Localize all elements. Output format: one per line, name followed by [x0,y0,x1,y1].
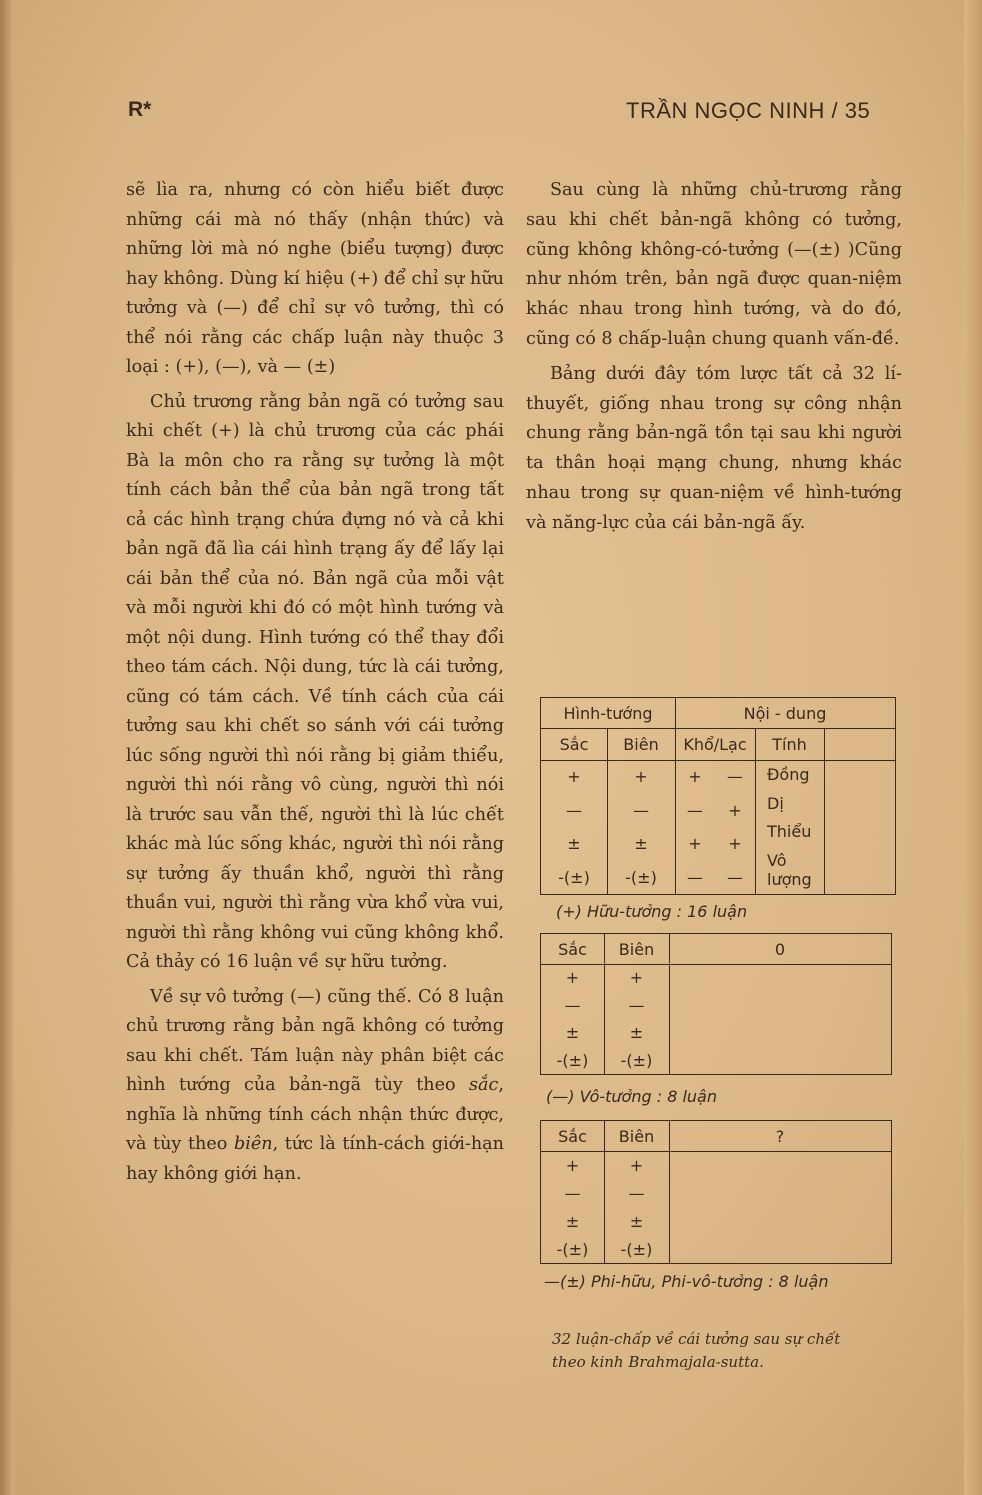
table-cell: -(±) [625,867,657,887]
table-column [675,760,715,894]
table-column [715,760,755,894]
table-label: —(±) Phi-hữu, Phi-vô-tưởng : 8 luận [544,1272,829,1291]
header-cell: Khổ/Lạc [683,734,747,754]
left-column [126,176,504,1189]
table-cell: — [687,867,703,887]
table-cell: -(±) [620,1239,653,1259]
table-cell: + [567,767,581,787]
paragraph: sẽ lìa ra, nhưng có còn hiểu biết được những cái mà nó thấy (nhận thức) và những lời mà nó nghe (biểu tượng) được hay không. Dùng kí hiệu (+) để chỉ sự hữu tưởng và (—) để chỉ sự vô tưởng, thì có thể nói rằng các chấp luận này thuộc 3 loại : (+), (—), và — (±) [126,180,504,377]
header-cell: 0 [774,939,786,959]
table-column [604,1151,669,1263]
table-cell: Dị [767,793,784,813]
header-cell: ? [775,1126,785,1146]
table-cell: — [628,1183,645,1203]
header-cell: Tính [772,734,807,754]
table-label: (+) Hữu-tưởng : 16 luận [556,902,748,921]
header-cell: Sắc [558,1126,587,1146]
table-cell: — [566,800,582,820]
table-cell: + [688,767,702,787]
running-header: TRẦN NGỌC NINH / 35 [626,98,871,123]
table-cell: ± [567,834,581,854]
table-cell: + [565,1155,580,1175]
table-huu-tuong [540,697,896,895]
table-cell: + [688,834,702,854]
table-cell: + [728,800,742,820]
table-cell: — [687,800,703,820]
table-column [541,760,607,894]
table-cell: -(±) [556,1050,589,1070]
text-run: , tức là tính-cách giới-hạn hay không giới hạn. [126,1134,504,1184]
table-vo-tuong [540,933,892,1075]
table-cell: — [727,867,743,887]
table-cell: + [629,1155,644,1175]
header-cell: Biên [623,734,659,754]
table-cell: Vô lượng [767,851,812,890]
page-signature-mark: R* [128,98,152,121]
table-cell: ± [565,1211,580,1231]
page-spine-shadow [0,0,14,1495]
paragraph [126,983,504,1190]
paragraph: Bảng dưới đây tóm lược tất cả 32 lí-thuyết, giống nhau trong sự công nhận chung rằng bản-ngã tồn tại sau khi người ta thân hoại mạng chung, nhưng khác nhau trong sự quan-niệm về hình-tướng và năng-lực của cái bản-ngã ấy. [526,363,902,533]
table-cell: — [628,995,645,1015]
table-cell: + [728,834,742,854]
table-column [541,1151,604,1263]
table-cell: -(±) [558,867,590,887]
paragraph: Sau cùng là những chủ-trương rằng sau khi chết bản-ngã không có tưởng, cũng không không-có-tưởng (—(±) )Cũng như nhóm trên, bản ngã được quan-niệm khác nhau trong hình tướng, và do đó, cũng có 8 chấp-luận chung quanh vấn-đề. [526,180,902,349]
caption-line: 32 luận-chấp về cái tưởng sau sự chết [552,1330,841,1348]
table-column [604,964,669,1074]
table-cell: ± [634,834,648,854]
table-column [607,760,675,894]
table-column [541,964,604,1074]
table-cell: Thiểu [767,822,812,842]
table-cell: — [633,800,649,820]
table-label: (—) Vô-tưởng : 8 luận [546,1087,717,1106]
table-cell: -(±) [556,1239,589,1259]
table-cell: — [564,1183,581,1203]
text-run: , nghĩa là những tính cách nhận thức được, và tùy theo [126,1075,504,1154]
italic-term: sắc [469,1075,499,1095]
header-cell: Nội - dung [743,703,827,723]
table-phi-huu-phi-vo-tuong [540,1120,892,1264]
table-cell: Đồng [767,764,810,784]
table-column [755,760,824,894]
header-cell: Hình-tướng [563,703,653,723]
header-cell: Biên [618,1126,655,1146]
table-cell: — [727,767,743,787]
table-cell: ± [629,1023,644,1043]
table-cell: ± [629,1211,644,1231]
table-cell: ± [565,1023,580,1043]
table-cell: — [564,995,581,1015]
caption-line: theo kinh Brahmajala-sutta. [552,1353,764,1371]
table-cell: + [629,968,644,988]
table-cell: + [565,968,580,988]
text-run: Về sự vô tưởng (—) cũng thế. Có 8 luận chủ trương rằng bản ngã không có tưởng sau khi chết. Tám luận này phân biệt các hình tướng của bản-ngã tùy theo [126,986,504,1095]
page-edge [964,0,982,1495]
paragraph: Chủ trương rằng bản ngã có tưởng sau khi chết (+) là chủ trương của các phái Bà la môn cho ra rằng sự tưởng là một tính cách bản thể của bản ngã trong tất cả các hình trạng chứa đựng nó và cả khi bản ngã đã lìa cái hình trạng ấy để lấy lại cái bản thể của nó. Bản ngã của mỗi vật và mỗi người khi đó có một hình tướng và một nội dung. Hình tướng có thể thay đổi theo tám cách. Nội dung, tức là cái tưởng, cũng có tám cách. Về tính cách của cái tưởng sau khi chết so sánh với cái tưởng lúc sống người thì nói rằng bị giảm thiểu, người thì nói rằng vô cùng, người thì nói là trước sau vẫn thế, người thì là lúc chết khác mà lúc sống khác, người thì nói rằng sự tưởng ấy thuần khổ, người thì rằng thuần vui, người thì rằng vừa khổ vừa vui, người thì rằng không vui cũng không khổ. Cả thảy có 16 luận về sự hữu tưởng. [126,391,504,972]
figure-caption [552,1328,912,1374]
header-cell: Sắc [559,734,589,754]
table-cell: -(±) [620,1050,653,1070]
header-cell: Sắc [558,939,587,959]
right-column [526,176,902,539]
italic-term: biên [233,1134,273,1154]
table-cell: + [634,767,648,787]
header-cell: Biên [618,939,655,959]
